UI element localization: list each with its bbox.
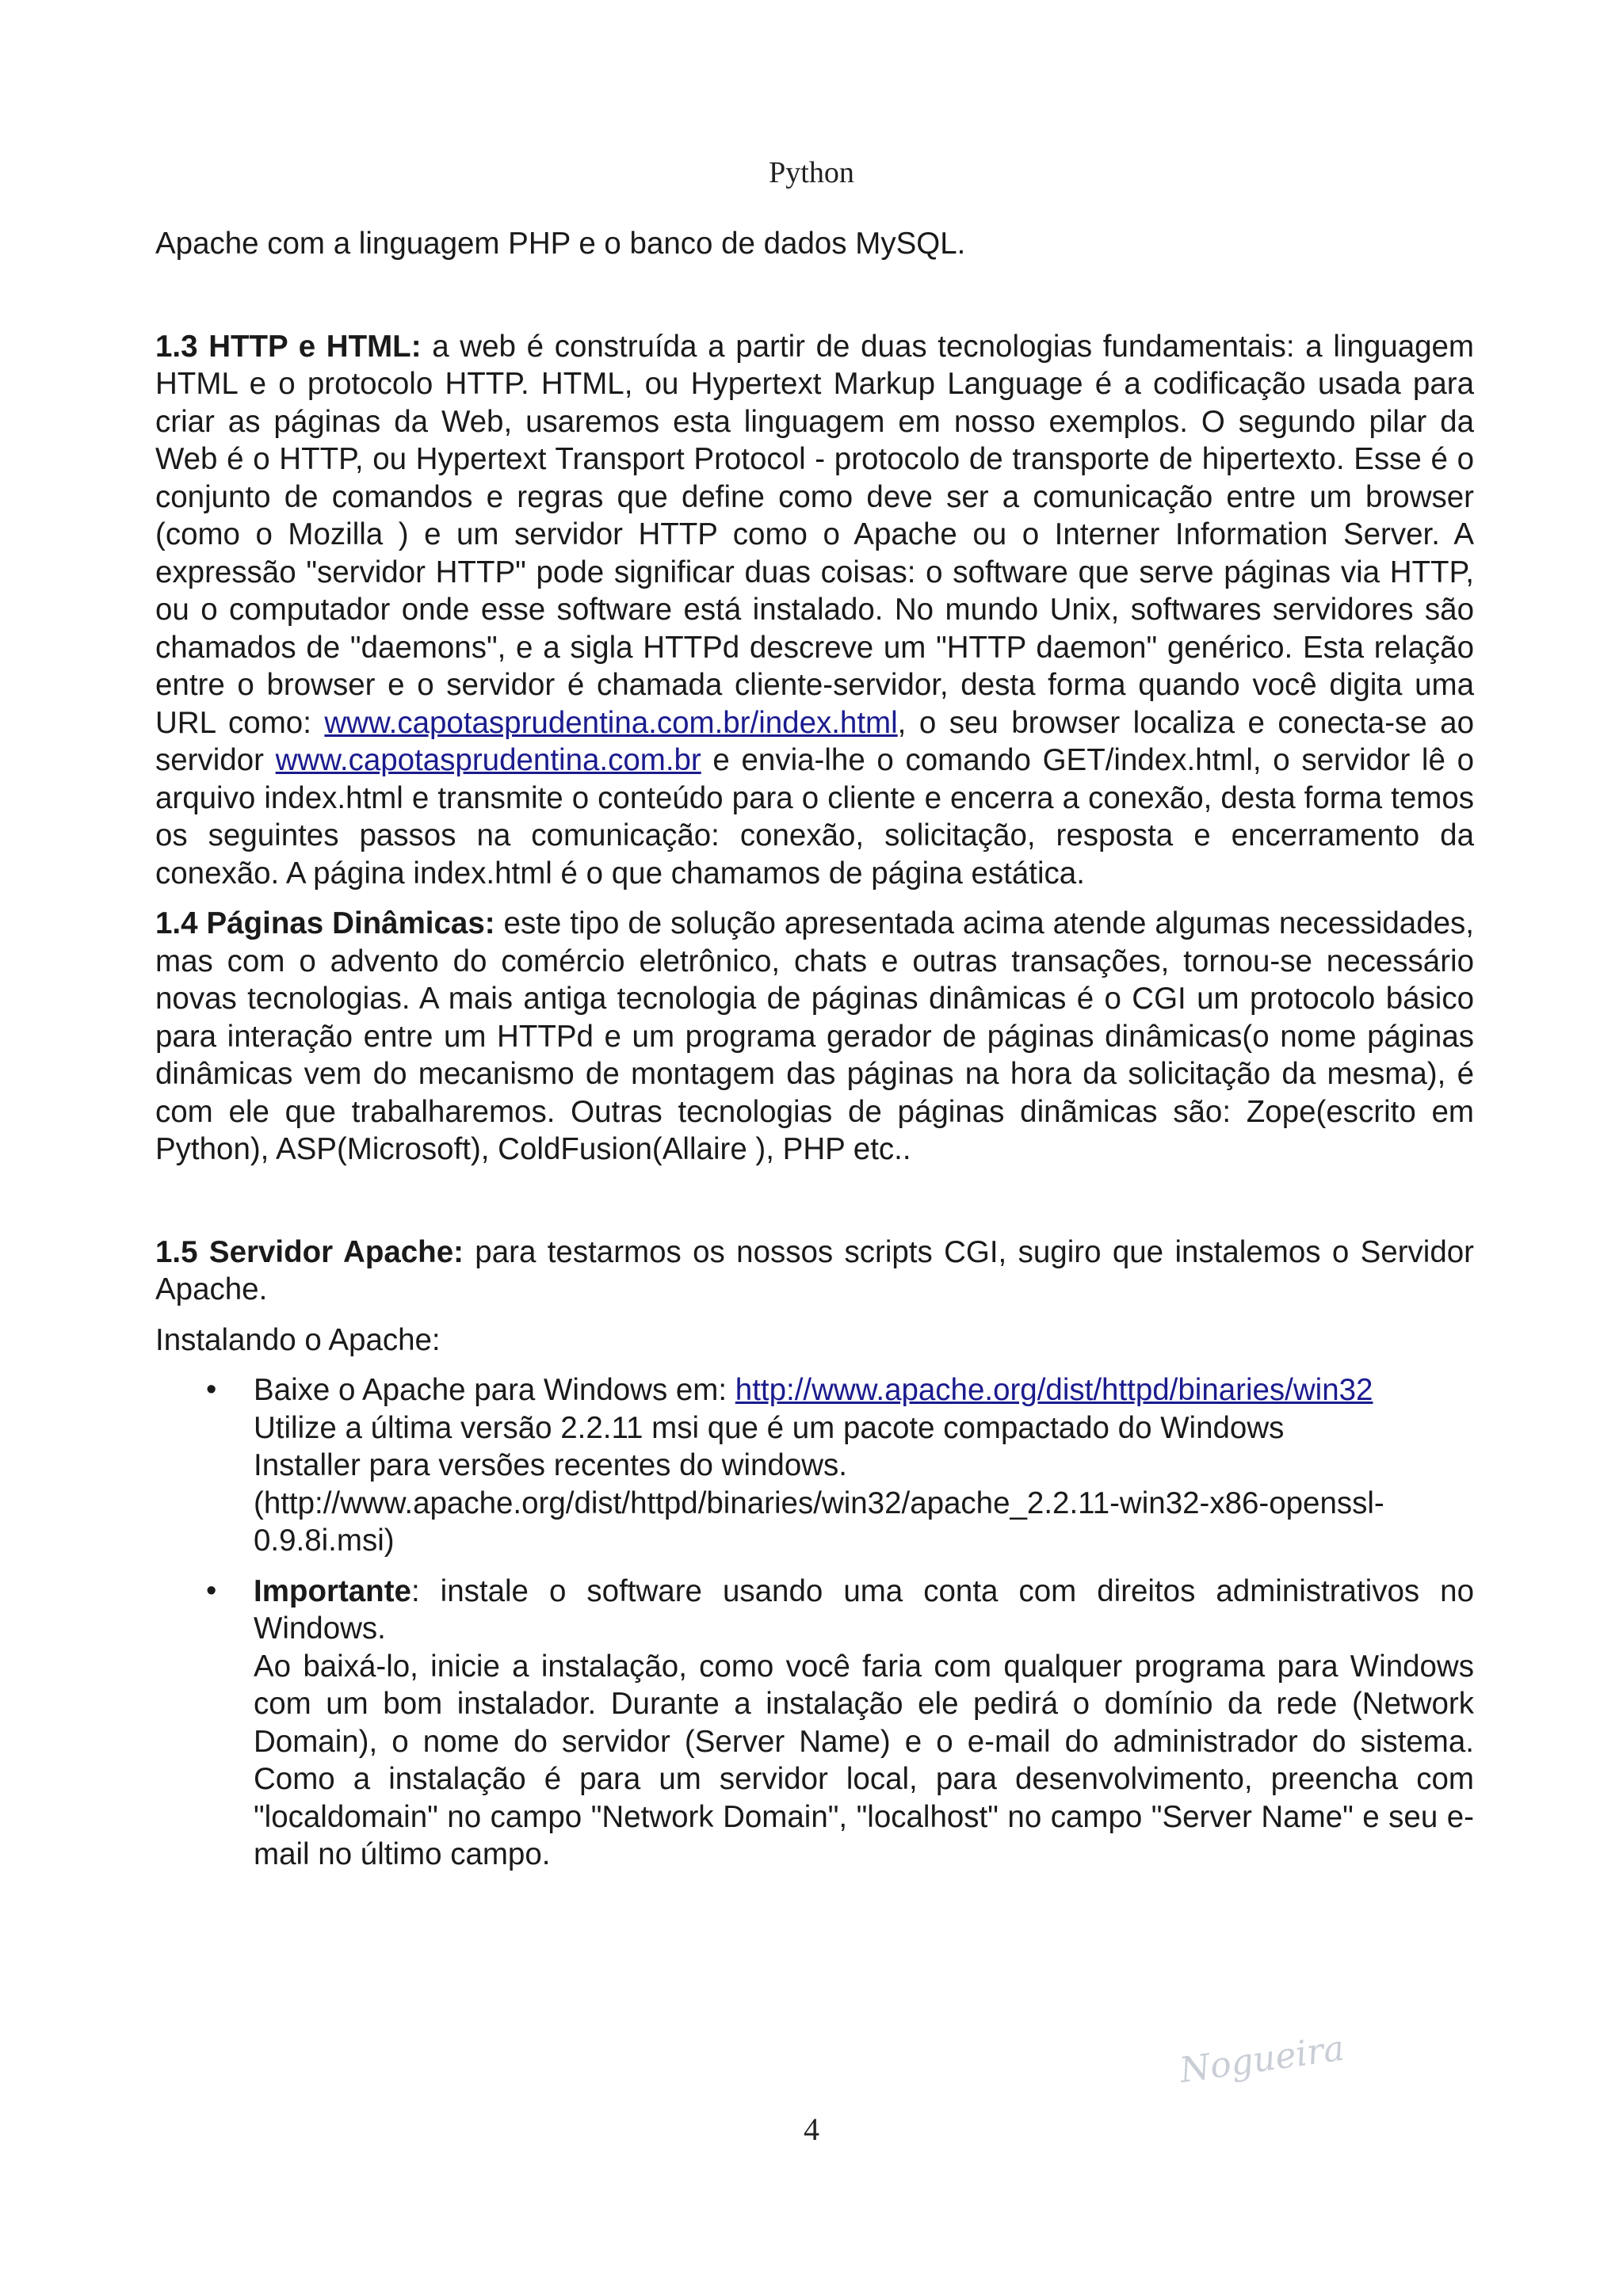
paragraph-text: a web é construída a partir de duas tecnologias fundamentais: a linguagem HTML e o protocolo HTTP. HTML, ou Hypertext Markup Language é a codificação usada para criar as páginas da Web, usaremos esta linguagem em nosso exemplos. O segundo pilar da Web é o HTTP, ou Hypertext Transport Protocol - protocolo de transporte de hipertexto. Esse é o conjunto de comandos e regras que define como deve ser a comunicação entre um browser (como o Mozilla ) e um servidor HTTP como o Apache ou o Interner Information Server. A expressão "servidor HTTP" pode significar duas coisas: o software que serve páginas via HTTP, ou o computador onde esse software está instalado. No mundo Unix, softwares servidores são chamados de "daemons", e a sigla HTTPd descreve um "HTTP daemon" genérico. Esta relação entre o browser e o servidor é chamada cliente-servidor, desta forma quando você digita uma URL como:: [155, 329, 1475, 740]
signature-watermark: Nogueira: [1177, 2027, 1347, 2092]
section-http-html: [155, 328, 1474, 893]
section-dynamic-pages: [155, 905, 1474, 1169]
section-heading: 1.3 HTTP e HTML:: [155, 329, 422, 364]
list-item-text: (http://www.apache.org/dist/httpd/binaries/win32/apache_2.2.11-win32-x86-openssl-0.9.8i.msi): [254, 1486, 1384, 1558]
list-item: [155, 1371, 1474, 1560]
important-label: Importante: [254, 1573, 411, 1608]
intro-line: Apache com a linguagem PHP e o banco de dados MySQL.: [155, 227, 966, 261]
bullet-icon: •: [206, 1373, 217, 1406]
list-item-text: Baixe o Apache para Windows em:: [254, 1373, 735, 1407]
link-apache-win32[interactable]: http://www.apache.org/dist/httpd/binaries/win32: [735, 1373, 1373, 1407]
list-item-text: : instale o software usando uma conta com direitos administrativos no Windows.: [254, 1573, 1474, 1646]
install-steps-list: [155, 1371, 1474, 1874]
paragraph-text: , o seu browser localiza e conecta-se ao servidor: [155, 705, 1474, 777]
list-item-text: Utilize a última versão 2.2.11 msi que é um pacote compactado do Windows: [254, 1410, 1285, 1445]
section-apache-server: [155, 1234, 1474, 1309]
paragraph-text: este tipo de solução apresentada acima atende algumas necessidades, mas com o advento do comércio eletrônico, chats e outras transações, tornou-se necessário novas tecnologias. A mais antiga tecnologia de páginas dinâmicas é o CGI um protocolo básico para interação entre um HTTPd e um programa gerador de páginas dinâmicas(o nome páginas dinâmicas vem do mecanismo de montagem das páginas na hora da solicitação da mesma), é com ele que trabalharemos. Outras tecnologias de páginas dinãmicas são: Zope(escrito em Python), ASP(Microsoft), ColdFusion(Allaire ), PHP etc..: [155, 906, 1474, 1166]
link-capotas-index[interactable]: www.capotasprudentina.com.br/index.html: [324, 705, 898, 740]
page-number: 4: [804, 2111, 819, 2147]
section-heading: 1.4 Páginas Dinâmicas:: [155, 906, 495, 940]
list-item-text: Ao baixá-lo, inicie a instalação, como você faria com qualquer programa para Windows com um bom instalador. Durante a instalação ele pedirá o domínio da rede (Network Domain), o nome do servidor (Server Name) e o e-mail do administrador do sistema. Como a instalação é para um servidor local, para desenvolvimento, preencha com "localdomain" no campo "Network Domain", "localhost" no campo "Server Name" e seu e-mail no último campo.: [254, 1649, 1474, 1871]
page-header: Python: [769, 156, 854, 189]
document-body: [155, 225, 1474, 1874]
paragraph-text: e envia-lhe o comando GET/index.html, o servidor lê o arquivo index.html e transmite o conteúdo para o cliente e encerra a conexão, desta forma temos os seguintes passos na comunicação: conexão, solicitação, resposta e encerramento da conexão. A página index.html é o que chamamos de página estática.: [155, 743, 1474, 891]
bullet-icon: •: [206, 1573, 217, 1608]
paragraph-text: para testarmos os nossos scripts CGI, sugiro que instalemos o Servidor Apache.: [155, 1234, 1474, 1306]
list-item-text: Installer para versões recentes do windows.: [254, 1448, 847, 1482]
section-heading: 1.5 Servidor Apache:: [155, 1234, 464, 1269]
list-item: [155, 1573, 1474, 1874]
link-capotas-home[interactable]: www.capotasprudentina.com.br: [275, 743, 701, 777]
install-title: Instalando o Apache:: [155, 1322, 441, 1357]
